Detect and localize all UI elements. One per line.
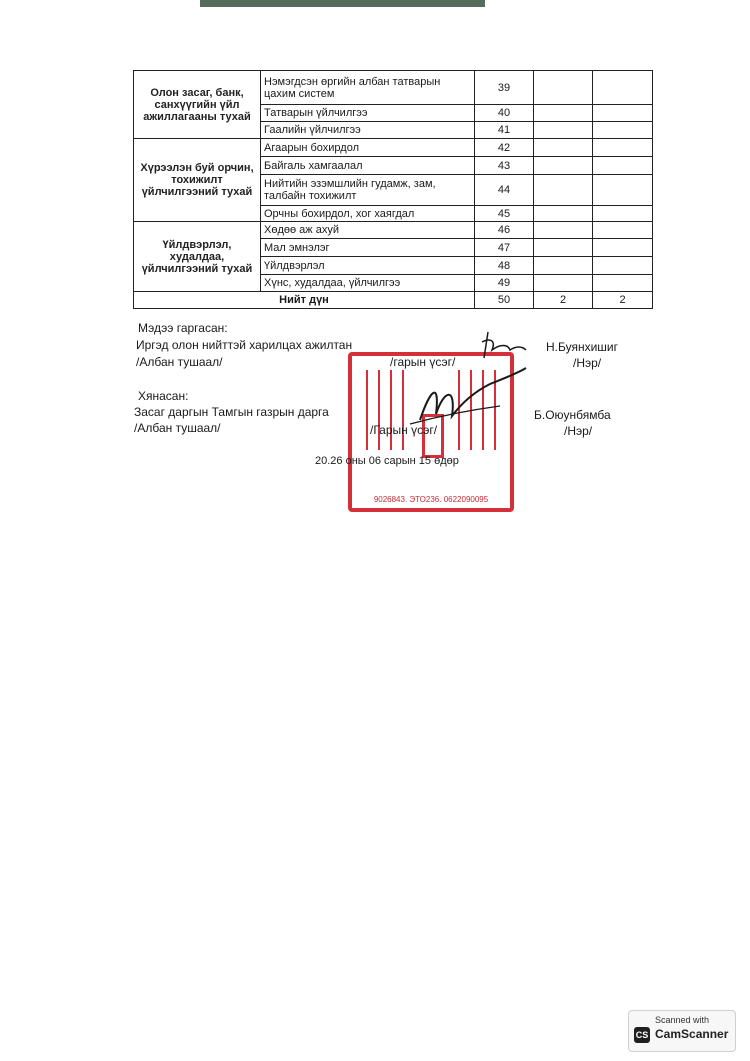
checked-position-caption: /Албан тушаал/: [134, 421, 221, 435]
value-cell: [593, 157, 653, 175]
total-row: [134, 292, 653, 309]
value-cell: [534, 222, 593, 239]
checked-name-caption: /Нэр/: [564, 424, 593, 438]
value-cell: [534, 257, 593, 275]
row-number: 43: [475, 157, 534, 175]
item-label: Агаарын бохирдол: [261, 139, 475, 157]
checked-position: Засаг даргын Тамгын газрын дарга: [134, 405, 329, 419]
value-cell: [593, 175, 653, 206]
checked-name: Б.Оюунбямба: [534, 408, 611, 422]
row-number: 47: [475, 239, 534, 257]
prepared-name: Н.Буянхишиг: [546, 340, 619, 354]
checked-heading: Хянасан:: [138, 389, 189, 403]
value-cell: [534, 122, 593, 139]
checked-signature-caption: /Гарын үсэг/: [370, 423, 438, 437]
row-number: 40: [475, 105, 534, 122]
scanned-with-label: Scanned with: [655, 1015, 710, 1025]
row-number: 48: [475, 257, 534, 275]
value-cell: [534, 139, 593, 157]
camscanner-badge: [628, 1010, 736, 1052]
total-label: Нийт дүн: [134, 292, 475, 309]
group-label-production: Үйлдвэрлэл, худалдаа, үйлчилгээний тухай: [134, 222, 261, 292]
group-label-environment: Хүрээлэн буй орчин, тохижилт үйлчилгээний тухай: [134, 139, 261, 222]
total-value-2: 2: [593, 292, 653, 309]
row-number: 44: [475, 175, 534, 206]
item-label: Мал эмнэлэг: [261, 239, 475, 257]
total-number: 50: [475, 292, 534, 309]
item-label: Гаалийн үйлчилгээ: [261, 122, 475, 139]
value-cell: [593, 139, 653, 157]
value-cell: [534, 105, 593, 122]
value-cell: [534, 175, 593, 206]
value-cell: [593, 239, 653, 257]
stamp-registry-text: 9026843. ЭТО236. 0622090095: [373, 495, 489, 504]
row-number: 42: [475, 139, 534, 157]
prepared-signature-caption: /гарын үсэг/: [390, 355, 456, 369]
value-cell: [593, 71, 653, 105]
value-cell: [534, 275, 593, 292]
group-label-finance: Олон засаг, банк, санхүүгийн үйл ажиллагааны тухай: [134, 71, 261, 139]
prepared-name-caption: /Нэр/: [573, 356, 602, 370]
camscanner-logo-icon: CS: [634, 1027, 650, 1043]
item-label: Үйлдвэрлэл: [261, 257, 475, 275]
date-line: 20.26 оны 06 сарын 15 өдөр: [315, 455, 459, 467]
table-row: [134, 71, 653, 105]
item-label: Хөдөө аж ахуй: [261, 222, 475, 239]
item-label: Орчны бохирдол, хог хаягдал: [261, 206, 475, 222]
table-row: [134, 222, 653, 239]
row-number: 39: [475, 71, 534, 105]
item-label: Байгаль хамгаалал: [261, 157, 475, 175]
prepared-position: Иргэд олон нийттэй харилцах ажилтан: [136, 338, 353, 352]
prepared-position-caption: /Албан тушаал/: [136, 355, 223, 369]
item-label: Татварын үйлчилгээ: [261, 105, 475, 122]
prepared-heading: Мэдээ гаргасан:: [138, 321, 228, 335]
value-cell: [593, 206, 653, 222]
row-number: 45: [475, 206, 534, 222]
item-label: Нийтийн эзэмшлийн гудамж, зам, талбайн тохижилт: [261, 175, 475, 206]
row-number: 41: [475, 122, 534, 139]
row-number: 49: [475, 275, 534, 292]
value-cell: [534, 206, 593, 222]
value-cell: [593, 275, 653, 292]
item-label: Хүнс, худалдаа, үйлчилгээ: [261, 275, 475, 292]
table-row: [134, 139, 653, 157]
value-cell: [534, 157, 593, 175]
item-label: Нэмэгдсэн өргийн албан татварын цахим систем: [261, 71, 475, 105]
row-number: 46: [475, 222, 534, 239]
complaint-category-table: [133, 70, 653, 309]
camscanner-app-name: CamScanner: [655, 1027, 729, 1041]
value-cell: [534, 71, 593, 105]
value-cell: [593, 257, 653, 275]
value-cell: [593, 105, 653, 122]
value-cell: [593, 222, 653, 239]
value-cell: [534, 239, 593, 257]
total-value-1: 2: [534, 292, 593, 309]
top-edge-tab: [200, 0, 485, 7]
value-cell: [593, 122, 653, 139]
